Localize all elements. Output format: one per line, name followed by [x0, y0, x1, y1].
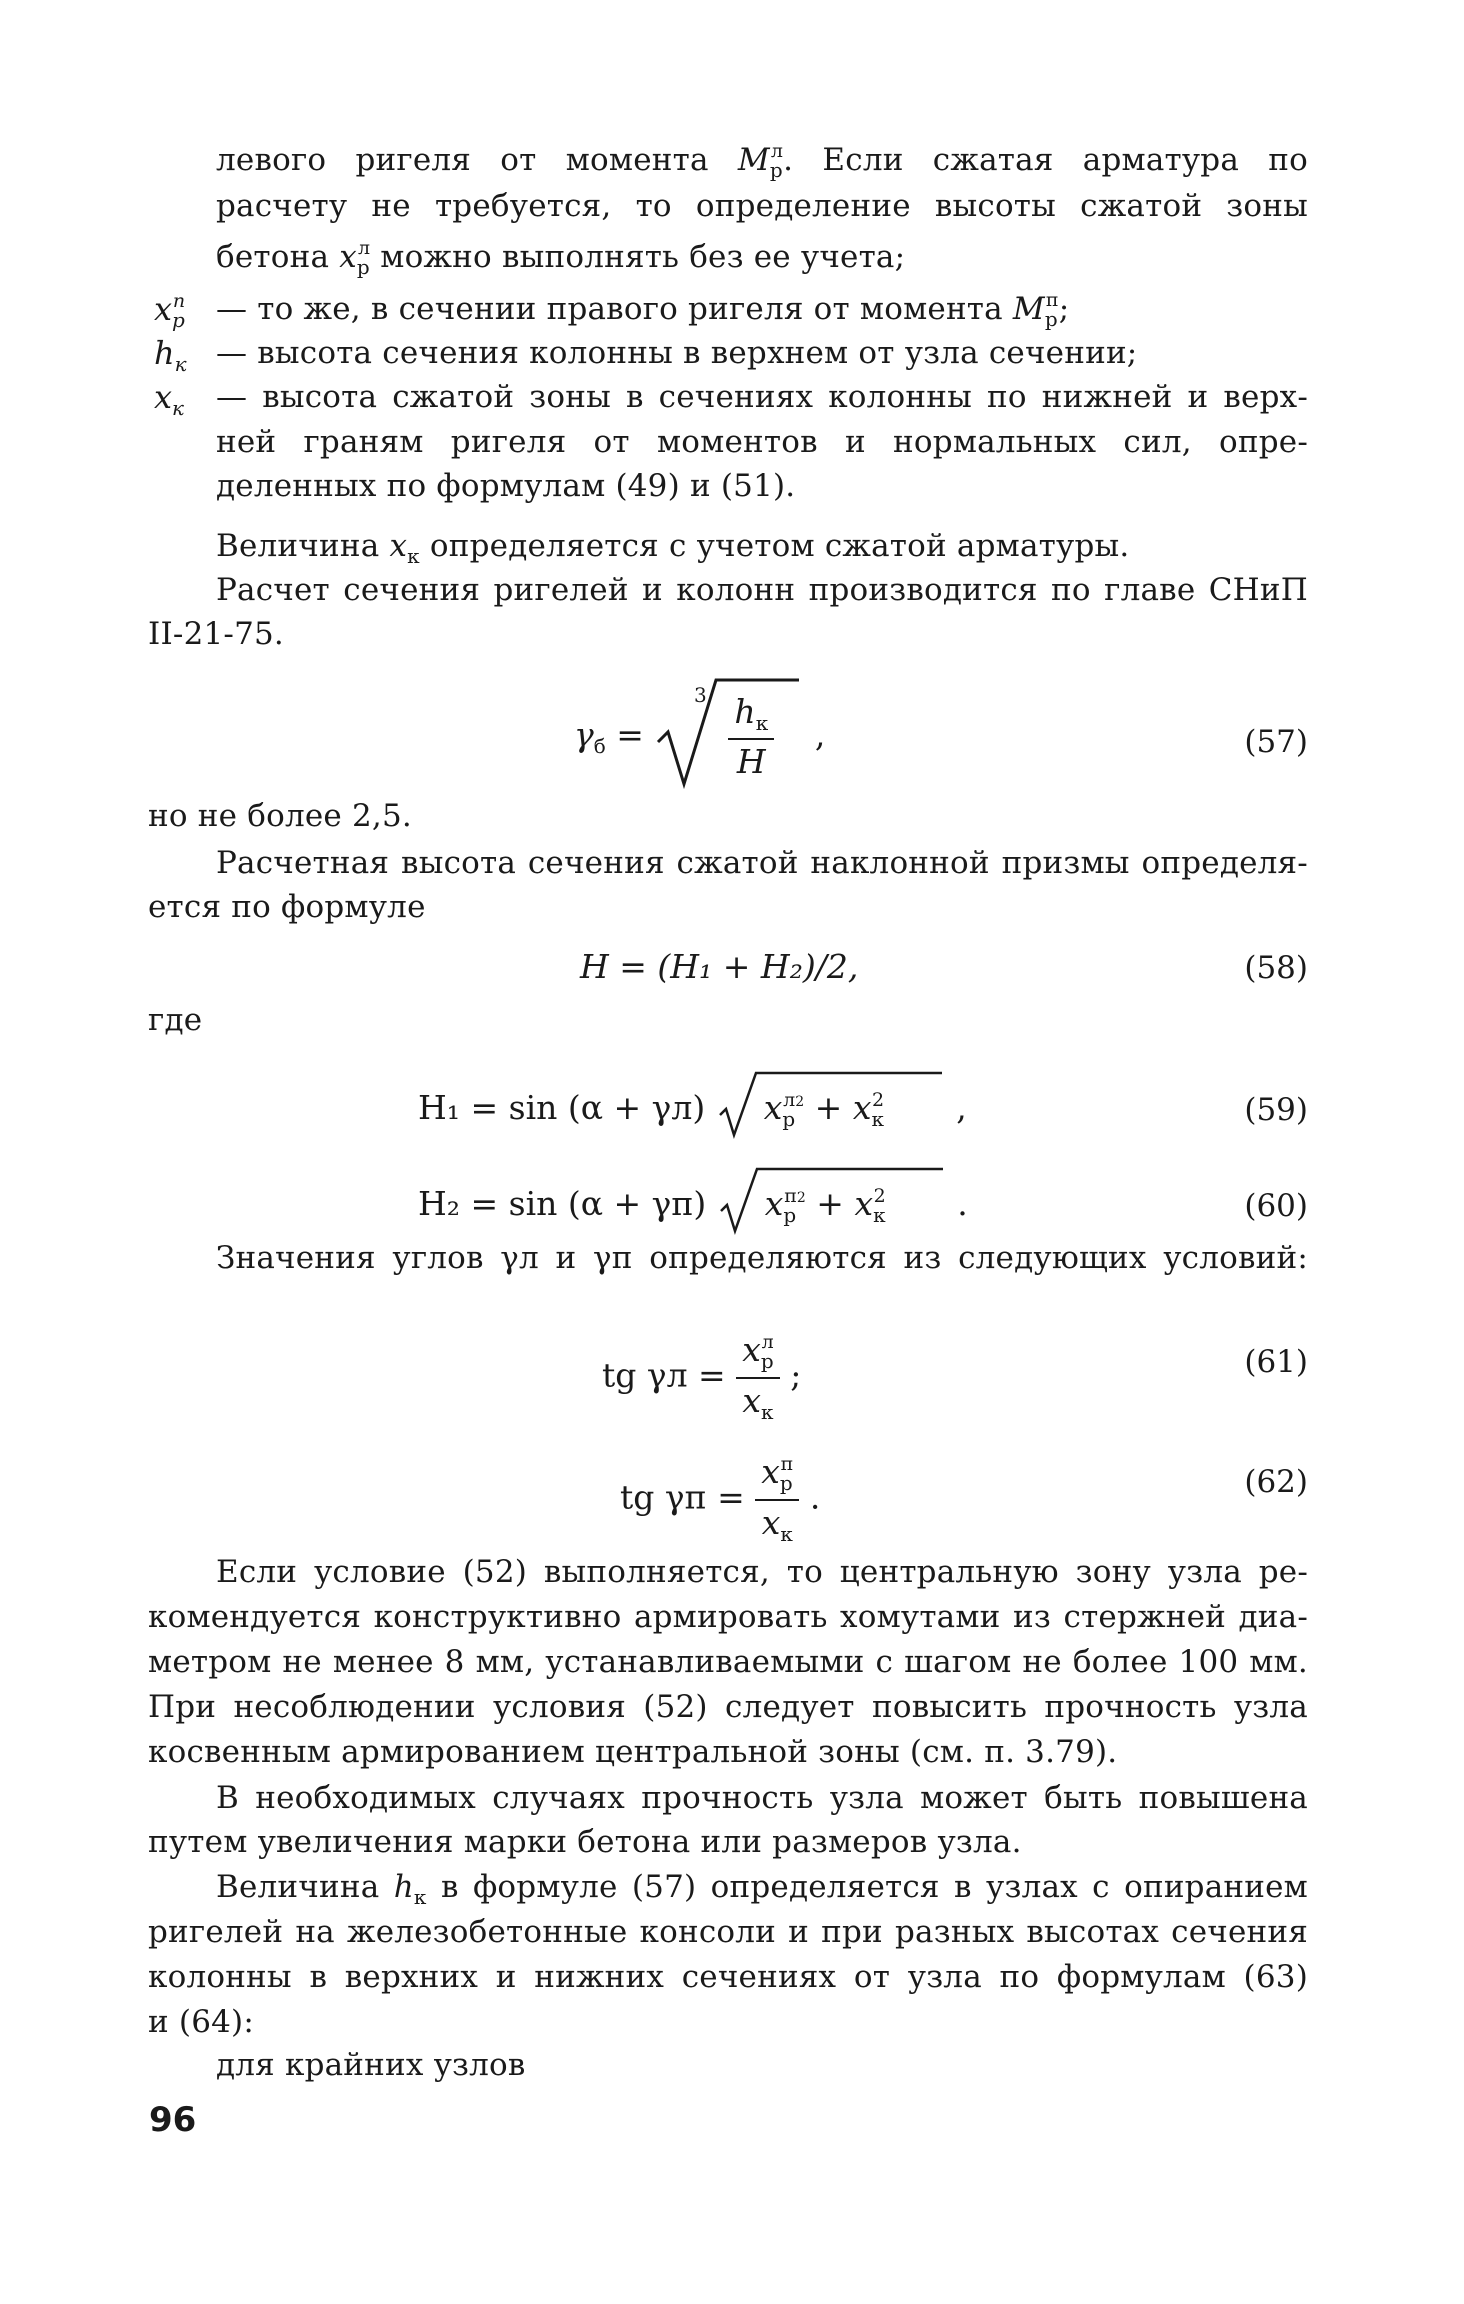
page-number: 96 [149, 2100, 197, 2140]
math-symbol: x [742, 1330, 761, 1369]
note-57: но не более 2,5. [148, 798, 412, 834]
math-sup: л [783, 1089, 796, 1111]
math-symbol: x [763, 1088, 783, 1127]
math-symbol: H [736, 742, 766, 781]
paragraph-strength-line-2: путем увеличения марки бетона или размеров узла. [148, 1824, 1022, 1860]
text-fragment: Величина [216, 1869, 394, 1905]
def-text-1: — то же, в сечении правого ригеля от момента $M_р^п$; [216, 289, 1070, 331]
paragraph-condition-52-line-2: комендуется конструктивно армировать хомутами из стержней диа- [148, 1599, 1308, 1635]
equation-62: tg γп = $\frac{x_р^п}{x_к}$ . [620, 1452, 821, 1546]
equation-60-number: (60) [1244, 1188, 1308, 1224]
denominator [755, 1501, 799, 1547]
math-sub: р [769, 158, 783, 182]
sqrt-59 [716, 1085, 946, 1135]
math-symbol: M [1012, 291, 1045, 327]
def-symbol-xp-right [154, 289, 185, 334]
math-symbol: h [393, 1869, 414, 1905]
math-symbol: h [734, 692, 756, 731]
equation-62-lhs: tg γп = [620, 1477, 745, 1517]
fraction-61 [736, 1330, 780, 1425]
math-sub: р [783, 1203, 797, 1227]
math-sub: б [593, 734, 606, 758]
math-symbol: x [339, 239, 357, 275]
paragraph-hk-line-3: колонны в верхних и нижних сечениях от узла по формулам (63) [148, 1959, 1308, 1995]
paragraph-snip-line-2: II-21-75. [148, 616, 284, 652]
math-symbol: x [154, 290, 173, 328]
intro-line-3 [216, 237, 1308, 281]
text-fragment: определяется с учетом сжатой арматуры. [419, 528, 1130, 564]
numerator [736, 1330, 780, 1379]
text-fragment: левого ригеля от момента [216, 142, 738, 178]
math-symbol: x [742, 1381, 762, 1420]
paragraph-hk-line-1 [216, 1867, 1308, 1910]
math-symbol: x [761, 1452, 780, 1491]
math-symbol: M [737, 142, 770, 178]
math-sub: р [779, 1471, 793, 1495]
paragraph-prism-line-1: Расчетная высота сечения сжатой наклонной призмы определя- [216, 845, 1308, 881]
math-sup: л [357, 237, 371, 259]
math-sup: л [770, 140, 784, 162]
equation-61-lhs: tg γл = [602, 1355, 726, 1395]
math-symbol: x [154, 378, 173, 416]
math-sub: к [172, 396, 184, 420]
def-text-3-cont-1: ней граням ригеля от моментов и нормальных сил, опре- [216, 424, 1308, 460]
def-text-3: — высота сжатой зоны в сечениях колонны по нижней и верх- [216, 379, 1308, 415]
math-sub: р [1044, 307, 1058, 331]
math-symbol: x [852, 1088, 872, 1127]
equation-59-lhs: H₁ = sin (α + γл) [418, 1088, 706, 1127]
text-fragment: можно выполнять без ее учета; [370, 239, 906, 275]
equation-61: tg γл = $\frac{x_р^л}{x_к}$ ; [602, 1330, 802, 1424]
math-sup: 2 [871, 1089, 885, 1111]
math-symbol: γ [574, 715, 594, 754]
paragraph-condition-52-line-5: косвенным армированием центральной зоны (см. п. 3.79). [148, 1734, 1118, 1770]
math-sub: к [873, 1203, 886, 1227]
where-label: где [148, 1002, 203, 1038]
cube-root [654, 682, 804, 792]
paragraph-hk-line-2: ригелей на железобетонные консоли и при разных высотах сечения [148, 1914, 1308, 1950]
def-symbol-hk [154, 333, 187, 377]
fraction-62 [755, 1452, 799, 1547]
math-sup: л [761, 1331, 774, 1353]
text-fragment: . Если сжатая арматура по [783, 142, 1308, 178]
def-text-3-cont-2: деленных по формулам (49) и (51). [216, 468, 796, 504]
paragraph-strength-line-1: В необходимых случаях прочность узла может быть повышена [216, 1780, 1308, 1816]
math-sub: р [356, 255, 370, 279]
math-symbol: x [761, 1503, 781, 1542]
numerator [755, 1452, 799, 1501]
equation-60-lhs: H₂ = sin (α + γп) [418, 1184, 707, 1223]
sqrt-60-body: $x_р^{п2} + x_к^2$ [764, 1184, 886, 1227]
paragraph-xk [216, 526, 1129, 569]
denominator [728, 740, 774, 782]
paragraph-snip-line-1: Расчет сечения ригелей и колонн производится по главе СНиП [216, 572, 1308, 608]
math-sub: к [755, 711, 769, 735]
sqrt-59-body: $x_р^{л2} + x_к^2$ [763, 1088, 885, 1131]
math-sup: п [780, 1453, 794, 1475]
svg-text:3: 3 [694, 683, 708, 707]
paragraph-condition-52-line-3: метром не менее 8 мм, устанавливаемыми с шагом не более 100 мм. [148, 1644, 1308, 1680]
math-sup: п [172, 290, 186, 312]
math-sup: 2 [795, 1094, 805, 1110]
math-sub: р [172, 308, 185, 332]
denominator [736, 1379, 780, 1425]
math-sub: к [413, 1885, 427, 1909]
equation-62-number: (62) [1244, 1464, 1308, 1500]
equation-57-number: (57) [1244, 724, 1308, 760]
equation-59: H₁ = sin (α + γл) $x_р^{л2} + x_к^2$ , [418, 1085, 967, 1135]
paragraph-condition-52-line-1: Если условие (52) выполняется, то центральную зону узла ре- [216, 1554, 1308, 1590]
math-sup: 2 [873, 1185, 886, 1207]
math-sub: р [782, 1107, 796, 1131]
equation-59-number: (59) [1244, 1092, 1308, 1128]
paragraph-condition-52-line-4: При несоблюдении условия (52) следует повысить прочность узла [148, 1689, 1308, 1725]
text-fragment: бетона [216, 239, 340, 275]
math-sub: к [871, 1107, 884, 1131]
paragraph-hk-line-4: и (64): [148, 2004, 254, 2040]
math-symbol: x [389, 528, 408, 564]
math-sub: к [174, 352, 187, 376]
paragraph-prism-line-2: ется по формуле [148, 889, 426, 925]
paragraph-angles: Значения углов γл и γп определяются из следующих условий: [216, 1240, 1308, 1276]
intro-line-1 [216, 140, 1308, 184]
math-sup: п [1045, 289, 1059, 311]
equation-57: $\gamma_б$ = 3 $h_к$ H , [574, 682, 825, 792]
fraction-hk-over-H [728, 692, 774, 782]
equation-61-number: (61) [1244, 1344, 1308, 1380]
math-sub: к [407, 544, 420, 568]
equation-58: H = (H₁ + H₂)/2, [580, 947, 859, 986]
math-symbol: x [764, 1184, 784, 1223]
equation-58-number: (58) [1244, 950, 1308, 986]
math-sub: к [780, 1522, 793, 1546]
paragraph-edge-nodes: для крайних узлов [216, 2047, 526, 2083]
math-symbol: h [154, 334, 175, 372]
math-sup: 2 [796, 1190, 806, 1206]
def-symbol-xk [154, 377, 184, 421]
math-sub: к [761, 1400, 774, 1424]
intro-line-2: расчету не требуется, то определение высоты сжатой зоны [216, 188, 1308, 224]
def-text-2: — высота сечения колонны в верхнем от узла сечении; [216, 335, 1138, 371]
math-sup: п [784, 1185, 797, 1207]
numerator [728, 692, 774, 740]
text-fragment: в формуле (57) определяется в узлах с опиранием [426, 1869, 1308, 1905]
text-fragment: — то же, в сечении правого ригеля от момента [216, 291, 1013, 327]
math-symbol: x [854, 1184, 874, 1223]
sqrt-60 [717, 1181, 947, 1231]
math-sub: р [760, 1349, 774, 1373]
text-fragment: Величина [216, 528, 380, 564]
equation-60: H₂ = sin (α + γп) $x_р^{п2} + x_к^2$ . [418, 1181, 968, 1231]
